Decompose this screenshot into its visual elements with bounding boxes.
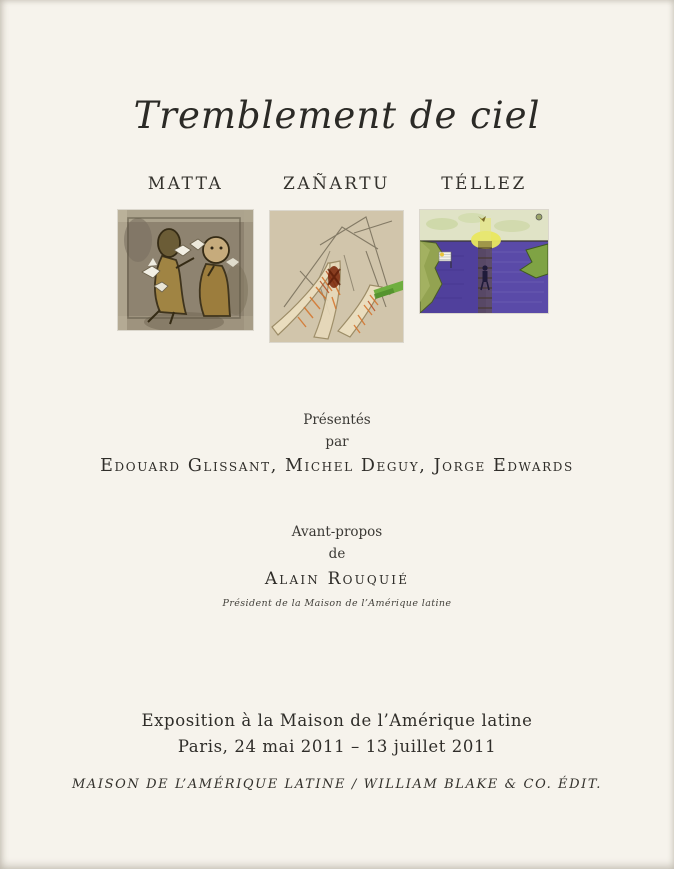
foreword-de-label: de bbox=[328, 546, 346, 562]
presented-by-label: par bbox=[325, 434, 349, 450]
presenters-block bbox=[0, 412, 674, 476]
presented-label: Présentés bbox=[303, 412, 371, 428]
foreword-author: Alain Rouquié bbox=[264, 569, 410, 589]
tellez-artwork-graphic bbox=[420, 210, 548, 313]
exhibition-block bbox=[0, 711, 674, 756]
tellez-artwork-image bbox=[420, 210, 548, 313]
foreword-block bbox=[0, 524, 674, 609]
foreword-label: Avant-propos bbox=[291, 524, 383, 540]
matta-artwork-image bbox=[118, 210, 253, 330]
artist-name-zanartu: ZAÑARTU bbox=[283, 174, 390, 194]
artist-name-tellez: TÉLLEZ bbox=[441, 174, 527, 194]
zanartu-artwork-image bbox=[270, 211, 403, 342]
artist-name-matta: MATTA bbox=[147, 174, 224, 194]
foreword-author-title: Président de la Maison de l’Amérique latine bbox=[222, 598, 452, 609]
page-title: Tremblement de ciel bbox=[133, 94, 541, 137]
exhibition-venue: Exposition à la Maison de l’Amérique latine bbox=[141, 711, 533, 730]
exhibition-dates: Paris, 24 mai 2011 – 13 juillet 2011 bbox=[177, 737, 497, 756]
zanartu-artwork-graphic bbox=[270, 211, 403, 342]
presenter-names: Edouard Glissant, Michel Deguy, Jorge Edwards bbox=[100, 456, 574, 476]
matta-artwork-graphic bbox=[118, 210, 253, 330]
publisher-imprint: MAISON DE L’AMÉRIQUE LATINE / WILLIAM BLAKE & CO. ÉDIT. bbox=[72, 777, 602, 792]
